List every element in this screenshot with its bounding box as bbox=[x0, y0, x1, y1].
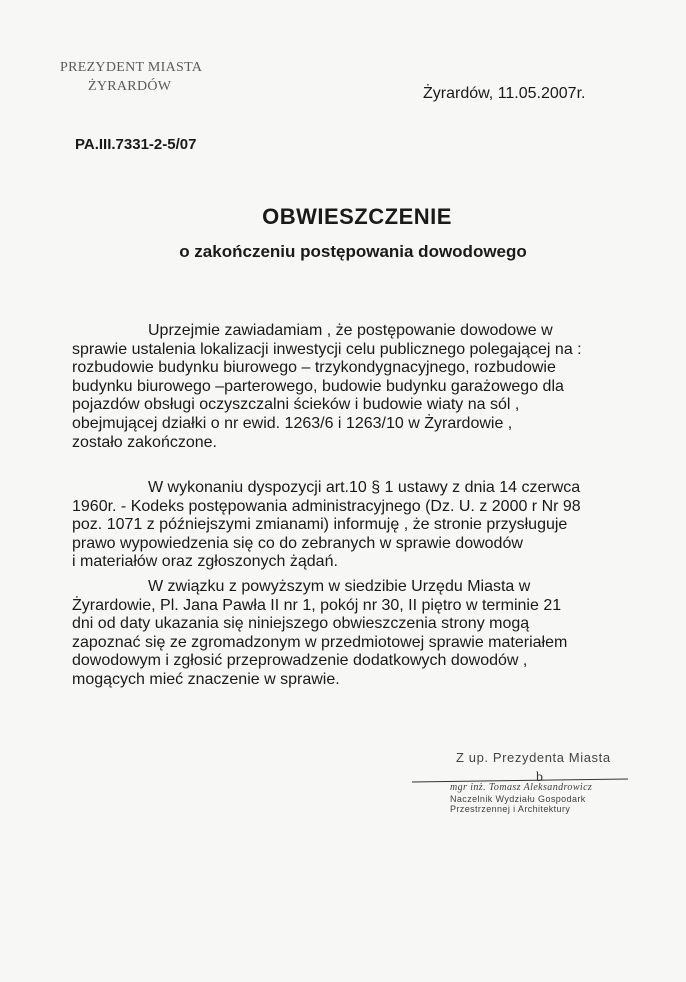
signature-on-behalf: Z up. Prezydenta Miasta bbox=[456, 750, 611, 765]
paragraph-line: sprawie ustalenia lokalizacji inwestycji celu publicznego polegającej na : bbox=[72, 340, 582, 358]
stamp-line-2: ŻYRARDÓW bbox=[88, 79, 172, 94]
paragraph-line: zapoznać się ze zgromadzonym w przedmiotowej sprawie materiałem bbox=[72, 633, 568, 651]
signatory-position-line-1: Naczelnik Wydziału Gospodark bbox=[450, 793, 586, 804]
paragraph-line: dni od daty ukazania się niniejszego obwieszczenia strony mogą bbox=[72, 615, 530, 633]
paragraph-line: pojazdów obsługi oczyszczalni ścieków i budowie wiaty na sól , bbox=[72, 396, 520, 414]
paragraph-line: Żyrardowie, Pl. Jana Pawła II nr 1, pokój nr 30, II piętro w terminie 21 bbox=[72, 596, 562, 614]
document-title: OBWIESZCZENIE bbox=[262, 204, 452, 229]
paragraph-line: prawo wypowiedzenia się co do zebranych w sprawie dowodów bbox=[72, 534, 523, 552]
paragraph-line: poz. 1071 z późniejszymi zmianami) informuję , że stronie przysługuje bbox=[72, 516, 568, 534]
stamp-line-1: PREZYDENT MIASTA bbox=[60, 60, 203, 75]
paragraph-line: mogących mieć znaczenie w sprawie. bbox=[72, 670, 340, 688]
document-subtitle: o zakończeniu postępowania dowodowego bbox=[179, 242, 527, 261]
paragraph-2 bbox=[72, 479, 604, 572]
paragraph-line: budynku biurowego –parterowego, budowie budynku garażowego dla bbox=[72, 377, 564, 395]
document-date: Żyrardów, 11.05.2007r. bbox=[423, 85, 586, 102]
paragraph-line: obejmującej działki o nr ewid. 1263/6 i 1263/10 w Żyrardowie , bbox=[72, 414, 513, 432]
signatory-position-line-2: Przestrzennej i Architektury bbox=[450, 804, 571, 814]
paragraph-line: W związku z powyższym w siedzibie Urzędu Miasta w bbox=[148, 578, 531, 595]
office-stamp bbox=[60, 58, 220, 96]
signatory-name: mgr inż. Tomasz Aleksandrowicz bbox=[450, 782, 593, 793]
reference-number: PA.III.7331-2-5/07 bbox=[75, 136, 197, 153]
paragraph-3 bbox=[72, 578, 604, 690]
paragraph-line: rozbudowie budynku biurowego – trzykondygnacyjnego, rozbudowie bbox=[72, 359, 556, 377]
paragraph-1 bbox=[72, 322, 604, 452]
signature-mark: b bbox=[536, 770, 543, 785]
paragraph-line: dowodowym i zgłosić przeprowadzenie dodatkowych dowodów , bbox=[72, 652, 528, 670]
paragraph-line: i materiałów oraz zgłoszonych żądań. bbox=[72, 553, 338, 571]
paragraph-line: 1960r. - Kodeks postępowania administracyjnego (Dz. U. z 2000 r Nr 98 bbox=[72, 497, 581, 515]
paragraph-line: Uprzejmie zawiadamiam , że postępowanie dowodowe w bbox=[148, 322, 553, 339]
paragraph-line: zostało zakończone. bbox=[72, 433, 217, 451]
signature-stamp bbox=[450, 783, 630, 815]
paragraph-line: W wykonaniu dyspozycji art.10 § 1 ustawy z dnia 14 czerwca bbox=[148, 479, 581, 496]
